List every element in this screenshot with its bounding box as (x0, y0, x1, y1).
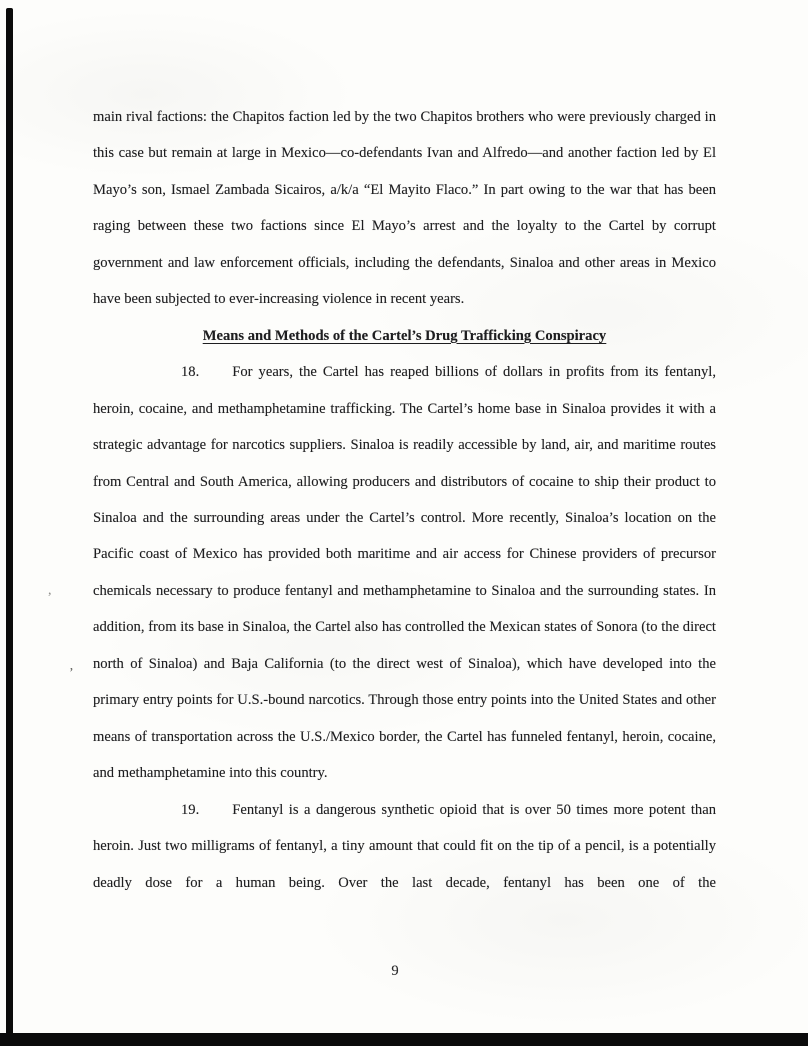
section-heading: Means and Methods of the Cartel’s Drug Trafficking Conspiracy (202, 327, 607, 344)
paragraph-18-text: For years, the Cartel has reaped billions of dollars in profits from its fentanyl, heroin, cocaine, and methamphetamine trafficking. The Cartel’s home base in Sinaloa provides it with a strategic advantage for narcotics suppliers. Sinaloa is readily accessible by land, air, and maritime routes from Central and South America, allowing producers and distributors of cocaine to ship their product to Sinaloa and the surrounding areas under the Cartel’s control. More recently, Sinaloa’s location on the Pacific coast of Mexico has provided both maritime and air access for Chinese providers of precursor chemicals necessary to produce fentanyl and methamphetamine to Sinaloa and the surrounding states. In addition, from its base in Sinaloa, the Cartel also has controlled the Mexican states of Sonora (to the direct north of Sinaloa) and Baja California (to the direct west of Sinaloa), which have developed into the primary entry points for U.S.-bound narcotics. Through those entry points into the United States and other means of transportation across the U.S./Mexico border, the Cartel has funneled fentanyl, heroin, cocaine, and methamphetamine into this country. (93, 364, 716, 782)
paragraph-19-text: Fentanyl is a dangerous synthetic opioid that is over 50 times more potent than heroin. Just two milligrams of fentanyl, a tiny amount that could fit on the tip of a pencil, is a potentially deadly dose for a human being. Over the last decade, fentanyl has been one of the (93, 801, 716, 891)
paragraph-18-number: 18. (181, 364, 200, 381)
scan-speck: , (48, 583, 52, 598)
scan-speck: ’ (69, 666, 74, 681)
continuation-paragraph: main rival factions: the Chapitos faction led by the two Chapitos brothers who were previously charged in this case but remain at large in Mexico—co-defendants Ivan and Alfredo—and another faction led by El Mayo’s son, Ismael Zambada Sicairos, a/k/a “El Mayito Flaco.” In part owing to the war that has been raging between these two factions since El Mayo’s arrest and the loyalty to the Cartel by corrupt government and law enforcement officials, including the defendants, Sinaloa and other areas in Mexico have been subjected to ever-increasing violence in recent years. (93, 109, 716, 308)
paragraph-19 (93, 792, 716, 901)
scanner-edge-artifact-left (6, 8, 13, 1046)
paragraph-18 (93, 354, 716, 791)
document-text-column (93, 99, 716, 901)
scanner-edge-artifact-bottom (0, 1033, 808, 1046)
paragraph-19-number: 19. (181, 801, 200, 818)
page-number: 9 (391, 963, 399, 979)
